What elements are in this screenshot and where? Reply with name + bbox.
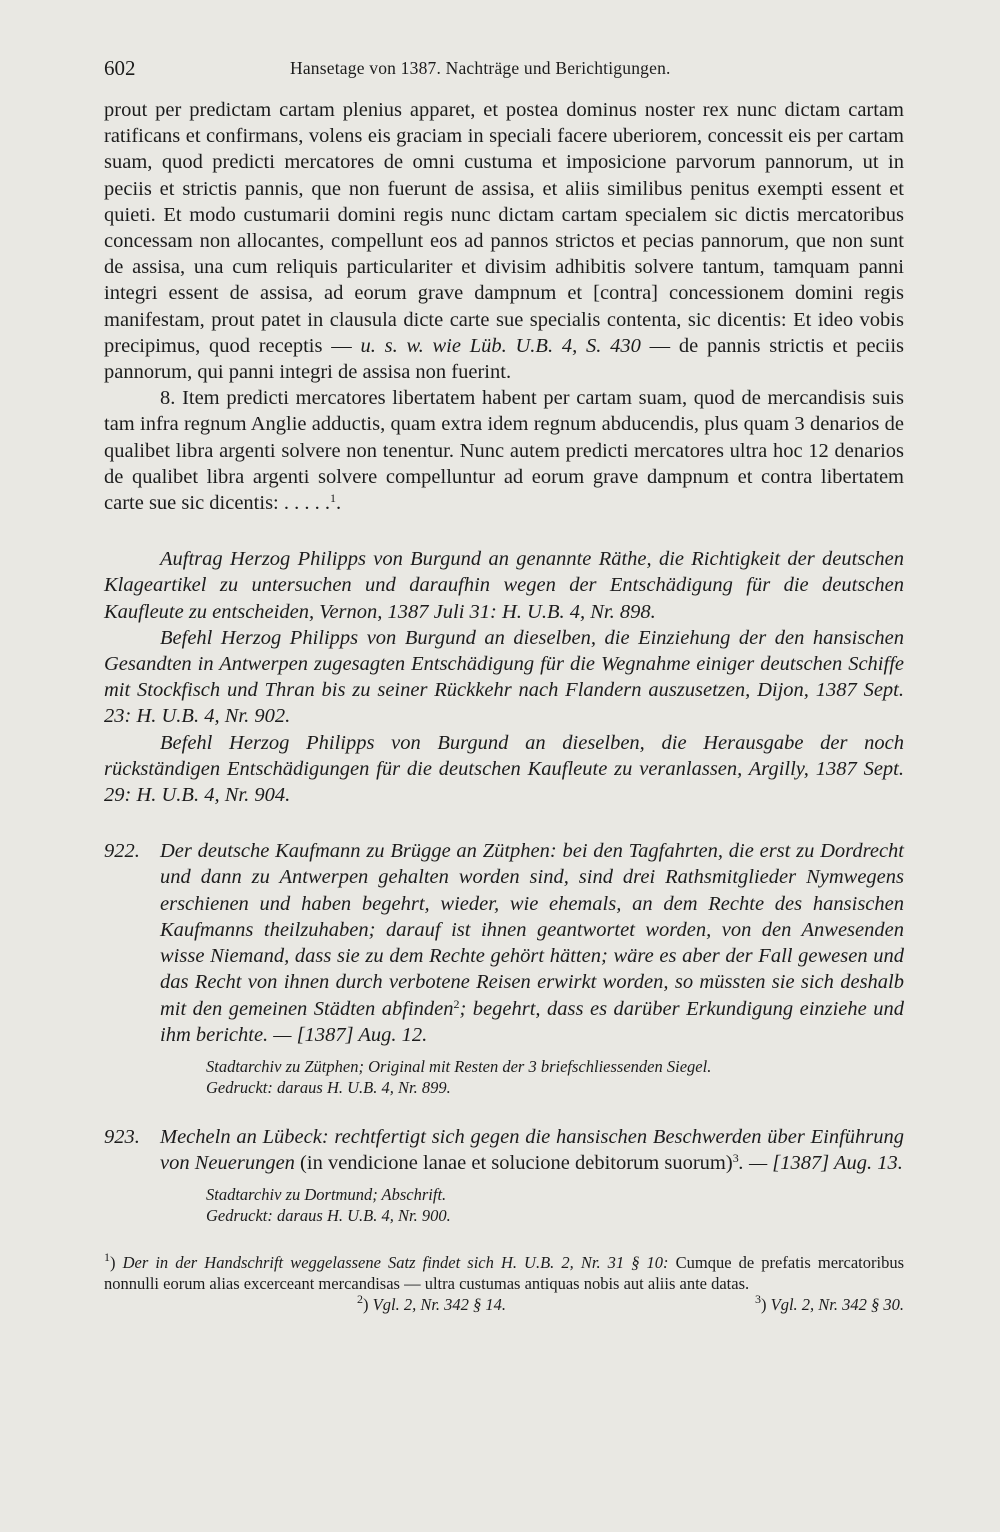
entry-number: 923.: [104, 1125, 140, 1148]
page-header: [104, 56, 904, 88]
entry-text-part: ; begehrt, dass es darüber Erkundigung einziehe und ihm berichte. — [1387] Aug. 12.: [160, 997, 904, 1046]
print-source: Gedruckt: daraus H. U.B. 4, Nr. 900.: [206, 1206, 451, 1226]
print-source: Gedruckt: daraus H. U.B. 4, Nr. 899.: [206, 1077, 451, 1097]
archive-source: Stadtarchiv zu Zütphen; Original mit Resten der 3 briefschliessenden Siegel.: [206, 1056, 712, 1076]
footnote-number: 3: [754, 1292, 761, 1307]
page-number: 602: [104, 56, 136, 80]
summary-paragraph: Befehl Herzog Philipps von Burgund an dieselben, die Einziehung der den hansischen Gesandten in Antwerpen zugesagten Entschädigung für die Wegnahme einiger deutschen Schiffe mit Stockfisch und Thran bis zu seiner Rückkehr nach Flandern auszusetzen, Dijon, 1387 Sept. 23: H. U.B. 4, Nr. 902.: [104, 626, 904, 728]
archive-source: Stadtarchiv zu Dortmund; Abschrift.: [206, 1185, 447, 1205]
summary-paragraph: Auftrag Herzog Philipps von Burgund an genannte Räthe, die Richtigkeit der deutschen Klageartikel zu untersuchen und daraufhin wegen der Entschädigung für die deutschen Kaufleute zu entscheiden, Vernon, 1387 Juli 31: H. U.B. 4, Nr. 898.: [104, 548, 904, 623]
latin-text-end: — de pannis strictis et peciis pannorum, qui panni integri de assisa non fuerint.: [104, 334, 905, 384]
main-text: [104, 97, 904, 1315]
footnote-text: Cumque de prefatis mercatoribus nonnulli eorum alias excerceant mercandisas — ultra custumas antiquas nobis aut aliis ante datas.: [104, 1253, 904, 1294]
entry-number: 922.: [104, 840, 140, 863]
reference-italic: u. s. w. wie Lüb. U.B. 4, S. 430: [360, 334, 641, 357]
footnote-3: $^3$) Vgl. 2, Nr. 342 § 30.: [754, 1292, 904, 1315]
footnote-number: 2: [357, 1292, 364, 1307]
footnote-text: Vgl. 2, Nr. 342 § 30.: [770, 1295, 904, 1315]
entry-text-part: Mecheln an Lübeck: rechtfertigt sich gegen die hansischen Beschwerden über Einführung von Neuerungen: [160, 1125, 904, 1175]
latin-text: 8. Item predicti mercatores libertatem habent per cartam suam, quod de mercandisis suis tam infra regnum Anglie adductis, quam extra idem regnum abducendis, plus quam 3 denarios de qualibet libra argenti solvere non tenentur. Nunc autem predicti mercatores ultra hoc 12 denarios de qualibet libra argenti solvere compelluntur ad eorum grave dampnum et contra libertatem carte sue sic dicentis: . . . . .: [104, 387, 904, 515]
footnotes: [104, 1252, 904, 1315]
footnote-1: $^1$) Der in der Handschrift weggelassene Satz findet sich H. U.B. 2, Nr. 31 § 10: Cumque de prefatis mercatoribus nonnulli eorum alias excerceant mercandisas — ultra custumas antiquas nobis aut aliis ante datas.: [104, 1250, 904, 1294]
source-note-923: [206, 1184, 904, 1226]
summary-block: [104, 546, 904, 808]
entry-922: [104, 838, 904, 1048]
latin-paragraph-1: [104, 97, 904, 385]
entry-text-part: . — [1387] Aug. 13.: [738, 1152, 903, 1175]
entry-text-part: Der deutsche Kaufmann zu Brügge an Zütphen: bei den Tagfahrten, die erst zu Dordrecht und dann zu Antwerpen gehalten worden sind, sind drei Rathsmitglieder Nymwegens erschienen und haben begehrt, wieder, wie ehemals, an dem Rechte des hansischen Kaufmanns theilzuhaben; darauf ist ihnen geantwortet worden, von den Anwesenden wisse Niemand, dass sie zu dem Rechte gehört hätten; wäre es aber der Fall gewesen und das Recht von ihnen durch verbotene Reisen erwirkt worden, so müssten sie sich deshalb mit den gemeinen Städten abfinden: [160, 840, 904, 1020]
entry-923: [104, 1124, 904, 1176]
sentence-end: .: [336, 492, 342, 515]
latin-insert: (in vendicione lanae et solucione debitorum suorum): [300, 1152, 733, 1175]
entry-text: [160, 838, 904, 1048]
latin-paragraph-2: [104, 385, 904, 516]
entry-text: [160, 1124, 904, 1176]
footnote-row: [104, 1294, 904, 1315]
source-note-922: [206, 1056, 904, 1098]
footnote-marker: 1: [330, 491, 337, 506]
summary-paragraph: Befehl Herzog Philipps von Burgund an dieselben, die Herausgabe der noch rückständigen Entschädigungen für die deutschen Kaufleute zu veranlassen, Argilly, 1387 Sept. 29: H. U.B. 4, Nr. 904.: [104, 731, 904, 807]
footnote-italic: Der in der Handschrift weggelassene Satz findet sich H. U.B. 2, Nr. 31 § 10:: [122, 1253, 669, 1273]
running-title: Hansetage von 1387. Nachträge und Berichtigungen.: [290, 58, 671, 78]
latin-text: prout per predictam cartam plenius apparet, et postea dominus noster rex nunc dictam cartam ratificans et confirmans, volens eis graciam in speciali facere uberiorem, concessit eis per cartam suam, quod predicti mercatores de omni custuma et imposicione parvorum pannorum, ut in peciis et strictis pannis, que non fuerunt de assisa, et aliis similibus penitus exempti essent et quieti. Et modo custumarii domini regis nunc dictam cartam specialem sic dictis mercatoribus concessam non allocantes, compellunt eos ad pannos strictos et pecias pannorum, que non sunt de assisa, una cum reliquis particulariter et divisim adhibitis solvere tantum, tamquam panni integri essent de assisa, ad eorum grave dampnum et [contra] concessionem domini regis manifestam, prout patet in clausula dicte carte sue specialis contenta, sic dicentis: Et ideo vobis precipimus, quod receptis —: [104, 99, 904, 357]
footnote-marker: 2: [453, 996, 460, 1011]
footnote-marker: 3: [732, 1151, 739, 1166]
footnote-2: $^2$) Vgl. 2, Nr. 342 § 14.: [357, 1292, 507, 1315]
footnote-text: Vgl. 2, Nr. 342 § 14.: [372, 1295, 507, 1315]
footnote-number: 1: [104, 1250, 110, 1265]
